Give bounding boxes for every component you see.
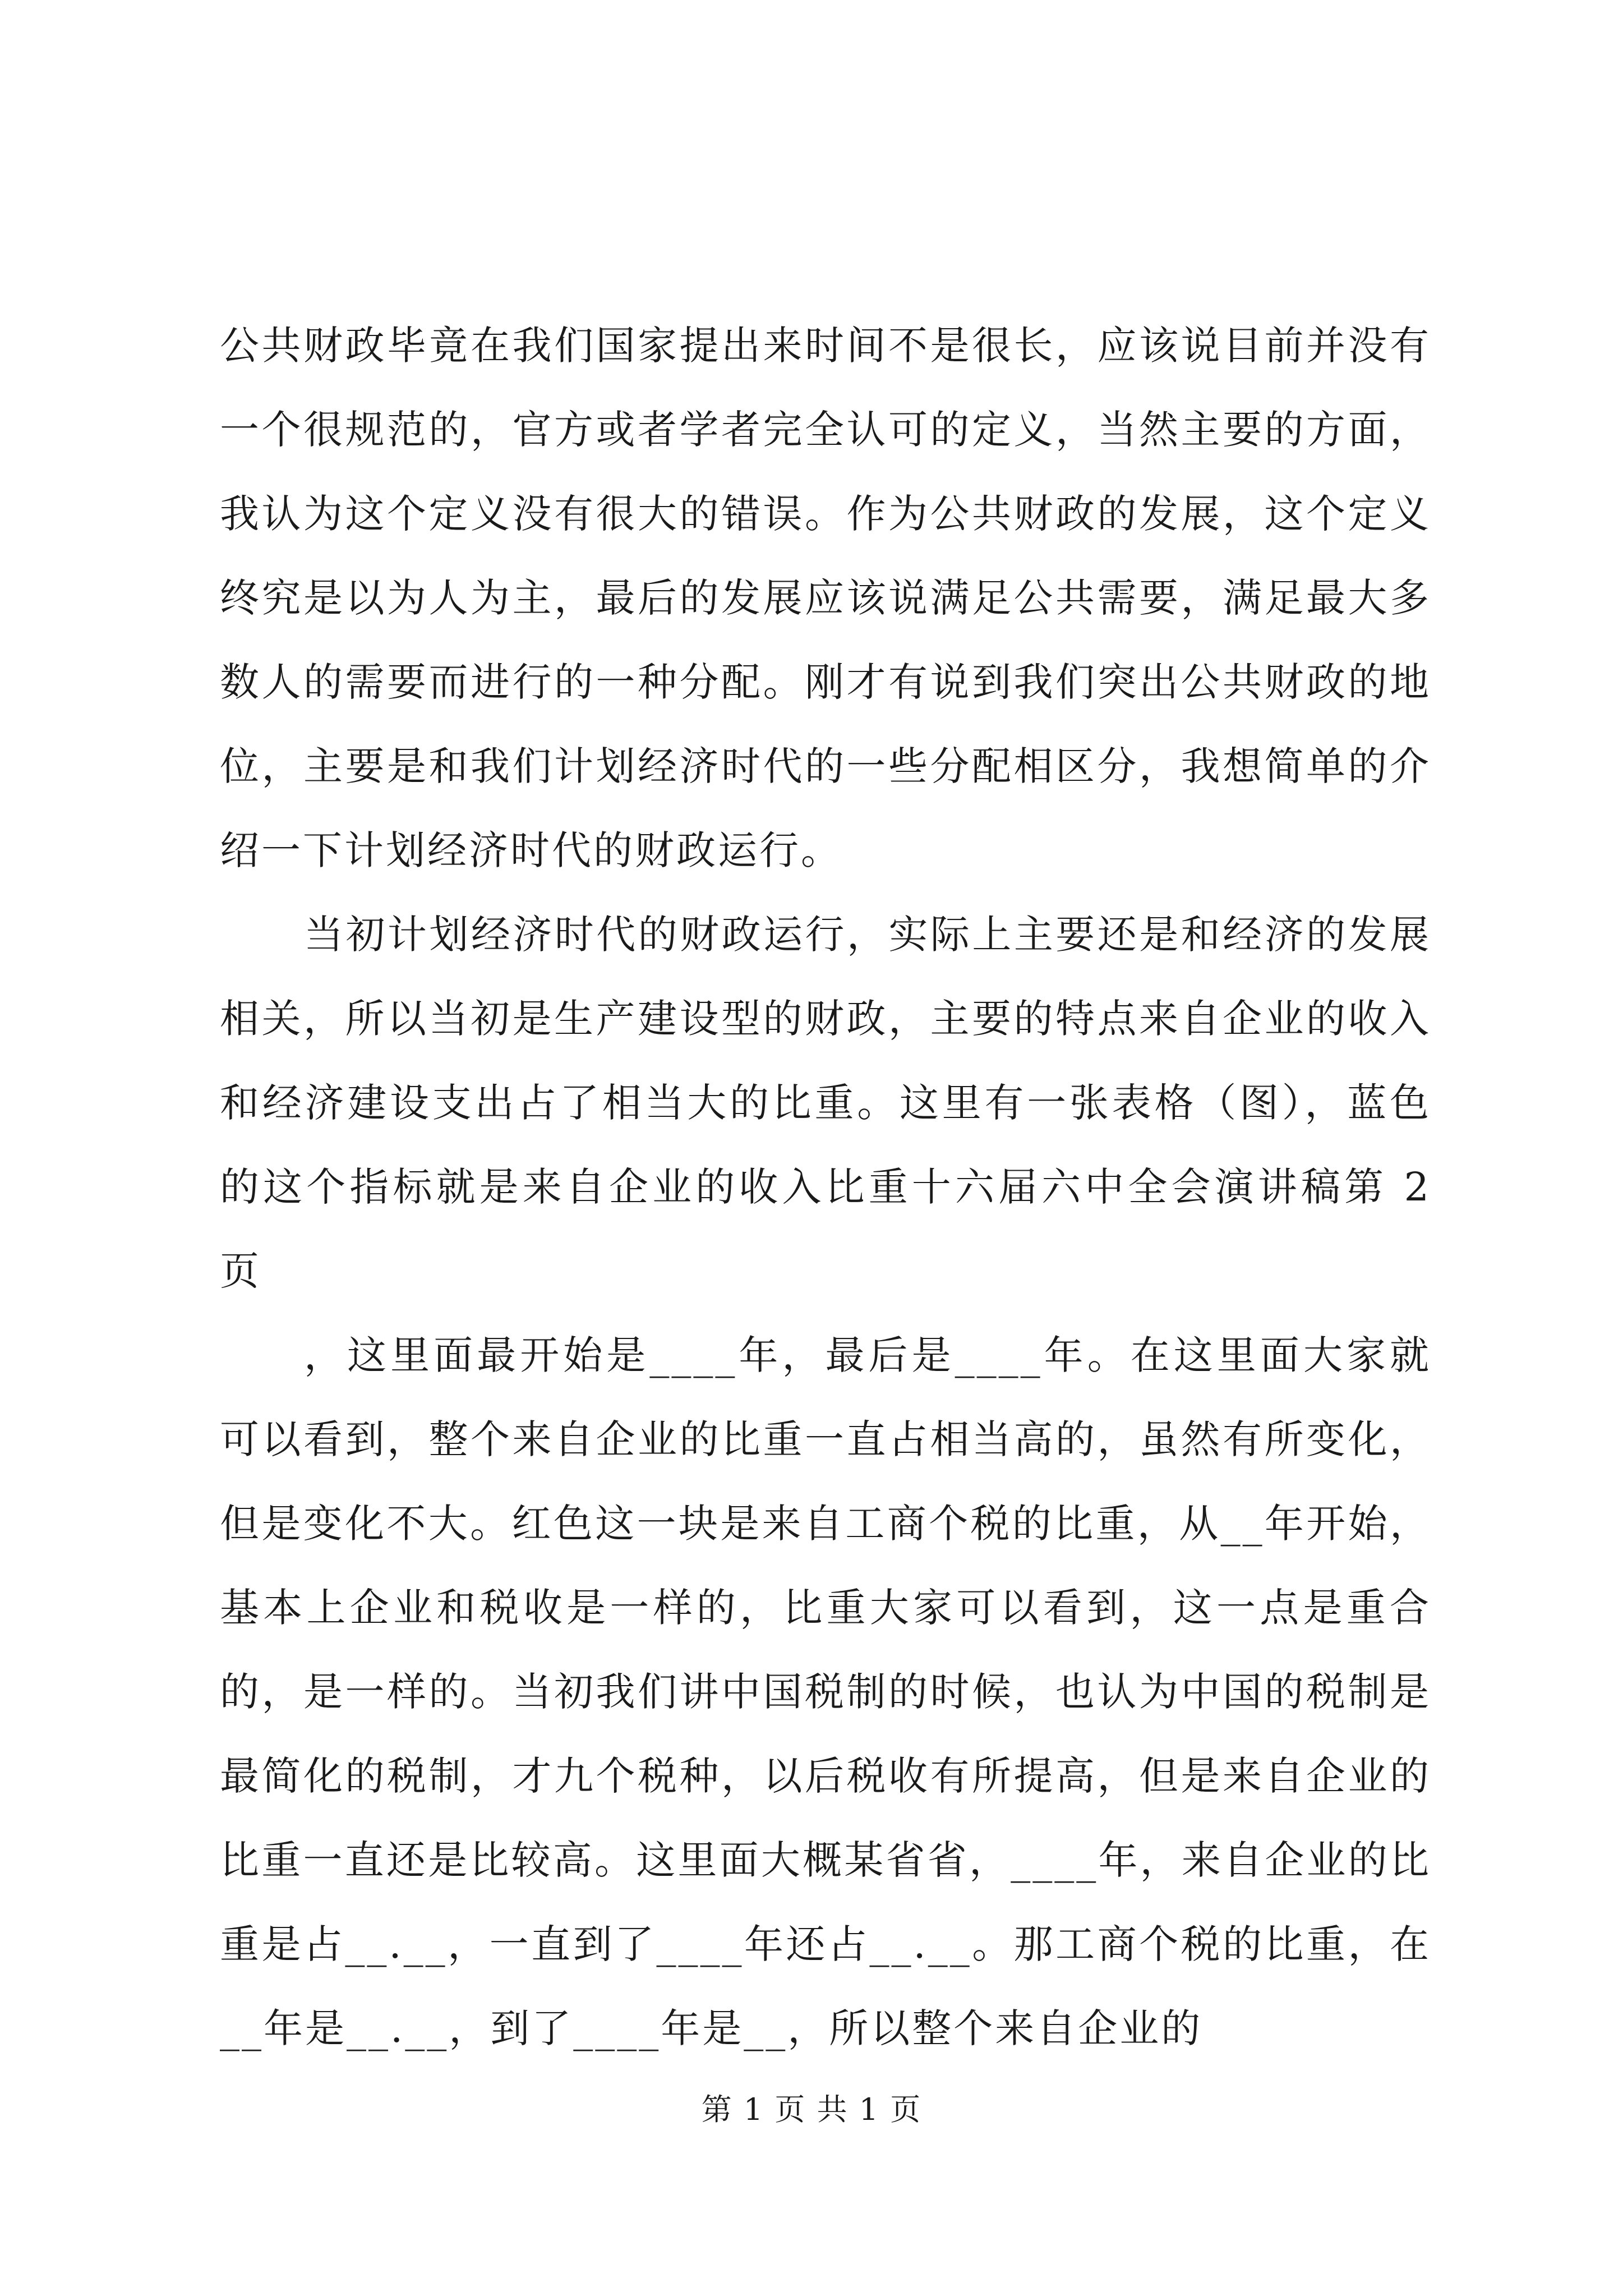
paragraph-1: 公共财政毕竟在我们国家提出来时间不是很长，应该说目前并没有一个很规范的，官方或者学者完全认可的定义，当然主要的方面，我认为这个定义没有很大的错误。作为公共财政的发展，这个定义终究是以为人为主，最后的发展应该说满足公共需要，满足最大多数人的需要而进行的一种分配。刚才有说到我们突出公共财政的地位，主要是和我们计划经济时代的一些分配相区分，我想简单的介绍一下计划经济时代的财政运行。 [220,323,1431,873]
paragraph-3: ，这里面最开始是____年，最后是____年。在这里面大家就可以看到，整个来自企业的比重一直占相当高的，虽然有所变化，但是变化不大。红色这一块是来自工商个税的比重，从__年开始，基本上企业和税收是一样的，比重大家可以看到，这一点是重合的，是一样的。当初我们讲中国税制的时候，也认为中国的税制是最简化的税制，才九个税种，以后税收有所提高，但是来自企业的比重一直还是比较高。这里面大概某省省，____年，来自企业的比重是占__.__，一直到了____年还占__.__。那工商个税的比重，在__年是__.__，到了____年是__，所以整个来自企业的 [220,1332,1431,2051]
page-footer: 第 1 页 共 1 页 [701,2092,922,2127]
document-body [220,303,1446,2070]
paragraph-2: 当初计划经济时代的财政运行，实际上主要还是和经济的发展相关，所以当初是生产建设型的财政，主要的特点来自企业的收入和经济建设支出占了相当大的比重。这里有一张表格（图），蓝色的这个指标就是来自企业的收入比重十六届六中全会演讲稿第 2 页 [220,912,1446,1294]
